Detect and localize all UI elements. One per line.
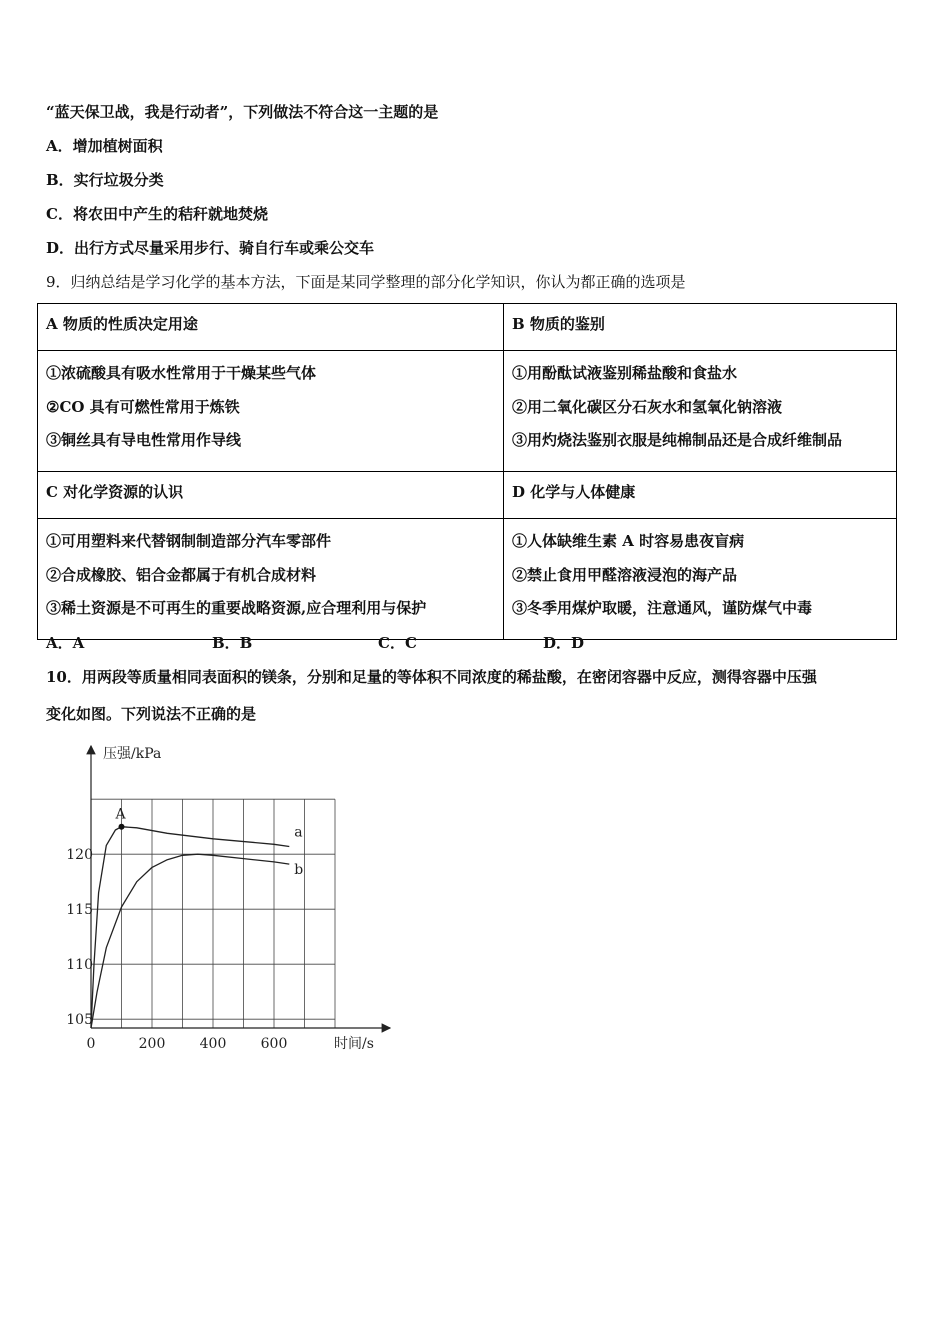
- cell-d-item-1: ①人体缺维生素 A 时容易患夜盲病: [512, 532, 745, 550]
- cell-c-item-2: ②合成橡胶、铝合金都属于有机合成材料: [46, 565, 317, 584]
- cell-a-title: A 物质的性质决定用途: [38, 304, 504, 351]
- cell-b-item-3: ③用灼烧法鉴别衣服是纯棉制品还是合成纤维制品: [512, 431, 843, 449]
- q8-option-a[interactable]: A．增加植树面积: [46, 137, 163, 155]
- x-tick-label: 600: [260, 1036, 288, 1052]
- q8-stem: “蓝天保卫战，我是行动者”，下列做法不符合这一主题的是: [46, 103, 439, 121]
- q10-stem-line2: 变化如图。下列说法不正确的是: [46, 705, 257, 723]
- pressure-time-chart: [40, 738, 400, 1058]
- cell-a-item-1: ①浓硫酸具有吸水性常用于干燥某些气体: [46, 364, 317, 382]
- cell-a-item-3: ③铜丝具有导电性常用作导线: [46, 431, 242, 449]
- x-tick-label: 400: [199, 1036, 227, 1052]
- cell-c-item-3: ③稀土资源是不可再生的重要战略资源,应合理利用与保护: [46, 599, 427, 617]
- point-a-label: A: [115, 806, 126, 823]
- series-a-label: a: [294, 824, 303, 841]
- point-a-marker: [119, 824, 125, 830]
- y-tick-labels: [66, 847, 93, 1028]
- q9-option-c[interactable]: C．C: [378, 634, 417, 652]
- series-b-label: b: [294, 862, 304, 879]
- cell-c-items: [38, 519, 504, 640]
- y-tick-label: 115: [66, 902, 93, 919]
- q8-option-d[interactable]: D．出行方式尽量采用步行、骑自行车或乘公交车: [46, 239, 375, 257]
- cell-b-title: B 物质的鉴别: [504, 304, 897, 351]
- cell-c-item-1: ①可用塑料来代替钢制制造部分汽车零部件: [46, 532, 332, 550]
- cell-b-item-2: ②用二氧化碳区分石灰水和氢氧化钠溶液: [512, 397, 783, 416]
- cell-d-item-3: ③冬季用煤炉取暖，注意通风，谨防煤气中毒: [512, 599, 813, 617]
- q10-stem-line1: 10．用两段等质量相同表面积的镁条，分别和足量的等体积不同浓度的稀盐酸，在密闭容器中反应，测得容器中压强: [46, 668, 817, 686]
- cell-d-items: [504, 519, 897, 640]
- y-tick-label: 120: [66, 847, 93, 864]
- q9-option-b[interactable]: B．B: [212, 634, 253, 652]
- cell-a-item-2: ②CO 具有可燃性常用于炼铁: [46, 397, 240, 416]
- chart-curves: [91, 807, 303, 1028]
- cell-b-item-1: ①用酚酞试液鉴别稀盐酸和食盐水: [512, 364, 738, 382]
- q9-option-a[interactable]: A．A: [46, 634, 85, 652]
- x-tick-labels: [87, 1036, 288, 1052]
- cell-d-item-2: ②禁止食用甲醛溶液浸泡的海产品: [512, 565, 738, 584]
- cell-c-title: C 对化学资源的认识: [38, 472, 504, 519]
- series-a-line: [91, 827, 289, 1028]
- cell-d-title: D 化学与人体健康: [504, 472, 897, 519]
- q8-option-b[interactable]: B．实行垃圾分类: [46, 171, 164, 189]
- q9-option-d[interactable]: D．D: [543, 634, 585, 652]
- cell-b-items: [504, 351, 897, 472]
- x-tick-label: 200: [138, 1036, 166, 1052]
- y-tick-label: 110: [66, 957, 93, 974]
- y-axis-label: 压强/kPa: [103, 746, 162, 762]
- x-tick-label: 0: [86, 1036, 96, 1052]
- y-tick-label: 105: [66, 1012, 93, 1029]
- q9-knowledge-table: [37, 303, 897, 640]
- q8-option-c[interactable]: C．将农田中产生的秸秆就地焚烧: [46, 205, 268, 223]
- series-b-line: [91, 854, 289, 1028]
- x-axis-label: 时间/s: [334, 1036, 374, 1052]
- q9-stem: 9．归纳总结是学习化学的基本方法，下面是某同学整理的部分化学知识，你认为都正确的选项是: [46, 273, 686, 291]
- cell-a-items: [38, 351, 504, 472]
